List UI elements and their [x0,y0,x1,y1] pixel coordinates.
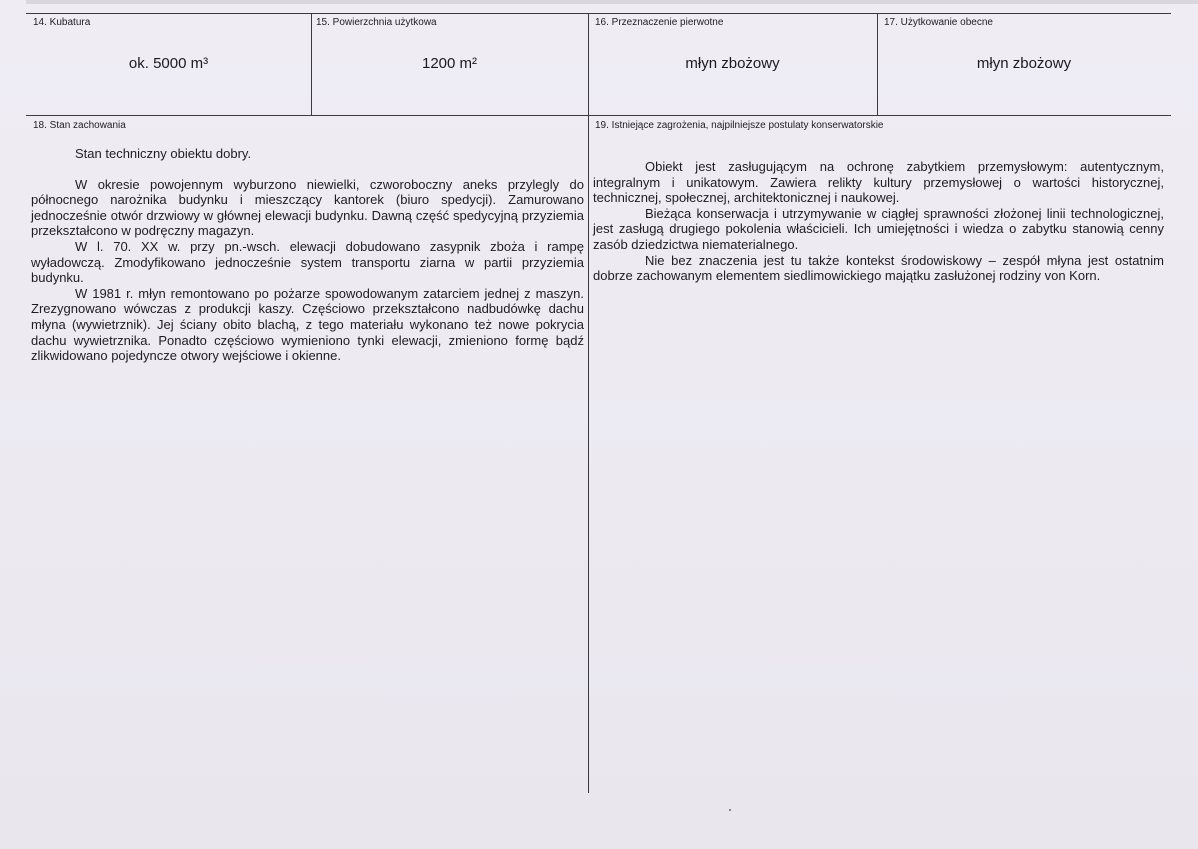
zagrozenia-paragraph: Obiekt jest zasługującym na ochronę zabytkiem przemysłowym: autentycznym, integralnym i unikatowym. Zawiera relikty kultury przemysłowej o wartości historycznej, technicznej, społecznej, architektonicznej i naukowej. [593,159,1164,206]
stan-paragraph: W l. 70. XX w. przy pn.-wsch. elewacji dobudowano zasypnik zboża i rampę wyładowczą. Zmodyfikowano jednocześnie system transportu ziarna w partii przyziemia budynku. [31,238,584,286]
stan-paragraph: Stan techniczny obiektu dobry. [75,146,252,161]
scan-speck [729,809,731,811]
center-divider [588,13,589,793]
stan-paragraph: W okresie powojennym wyburzono niewielki, czworoboczny aneks przylegly do północnego narożnika budynku i mieszczący kantorek (biuro spedycji). Zamurowano jednocześnie otwór drzwiowy w głównej elewacji budynku. Dawną część spedycyjną przyziemia przekształcono w podręczny magazyn. [31,176,584,239]
zagrozenia-text [593,159,1164,284]
stan-zachowania-label: 18. Stan zachowania [33,120,126,131]
zagrozenia-label: 19. Istniejące zagrożenia, najpilniejsze postulaty konserwatorskie [595,120,884,131]
przeznaczenie-label: 16. Przeznaczenie pierwotne [595,17,724,28]
stan-paragraph: W 1981 r. młyn remontowano po pożarze spowodowanym zatarciem jednej z maszyn. Zrezygnowano wówczas z produkcji kaszy. Częściowo przekształcono nadbudówkę dachu młyna (wywietrznik). Jej ściany obito blachą, z tego materiału wykonano też nowe pokrycia dachu wywietrznika. Ponadto częściowo wymieniono tynki elewacji, zmieniono formę bądź zlikwidowano pojedyncze otwory wejściowe i okienne. [31,285,584,364]
zagrozenia-paragraph: Nie bez znaczenia jest tu także kontekst środowiskowy – zespół młyna jest ostatnim dobrze zachowanym elementem siedlimowickiego majątku zasłużonej rodziny von Korn. [593,252,1164,284]
uzytkowanie-value: młyn zbożowy [976,55,1072,72]
kubatura-label: 14. Kubatura [33,17,91,28]
powierzchnia-value: 1200 m² [421,55,478,72]
row1-top-border [26,13,1171,14]
zagrozenia-paragraph: Bieżąca konserwacja i utrzymywanie w ciągłej sprawności złożonej linii technologicznej, jest zasługą drugiego pokolenia właścicieli. Ich umiejętności i wiedza o zabytku stanowią cenny zasób dziedzictwa niematerialnego. [593,205,1164,252]
powierzchnia-label: 15. Powierzchnia użytkowa [316,17,437,28]
uzytkowanie-label: 17. Użytkowanie obecne [884,17,993,28]
stan-zachowania-text [31,146,584,364]
scan-edge [26,0,1198,4]
przeznaczenie-value: młyn zbożowy [685,55,780,72]
row1-bottom-border [26,115,1171,116]
kubatura-value: ok. 5000 m³ [128,55,209,72]
